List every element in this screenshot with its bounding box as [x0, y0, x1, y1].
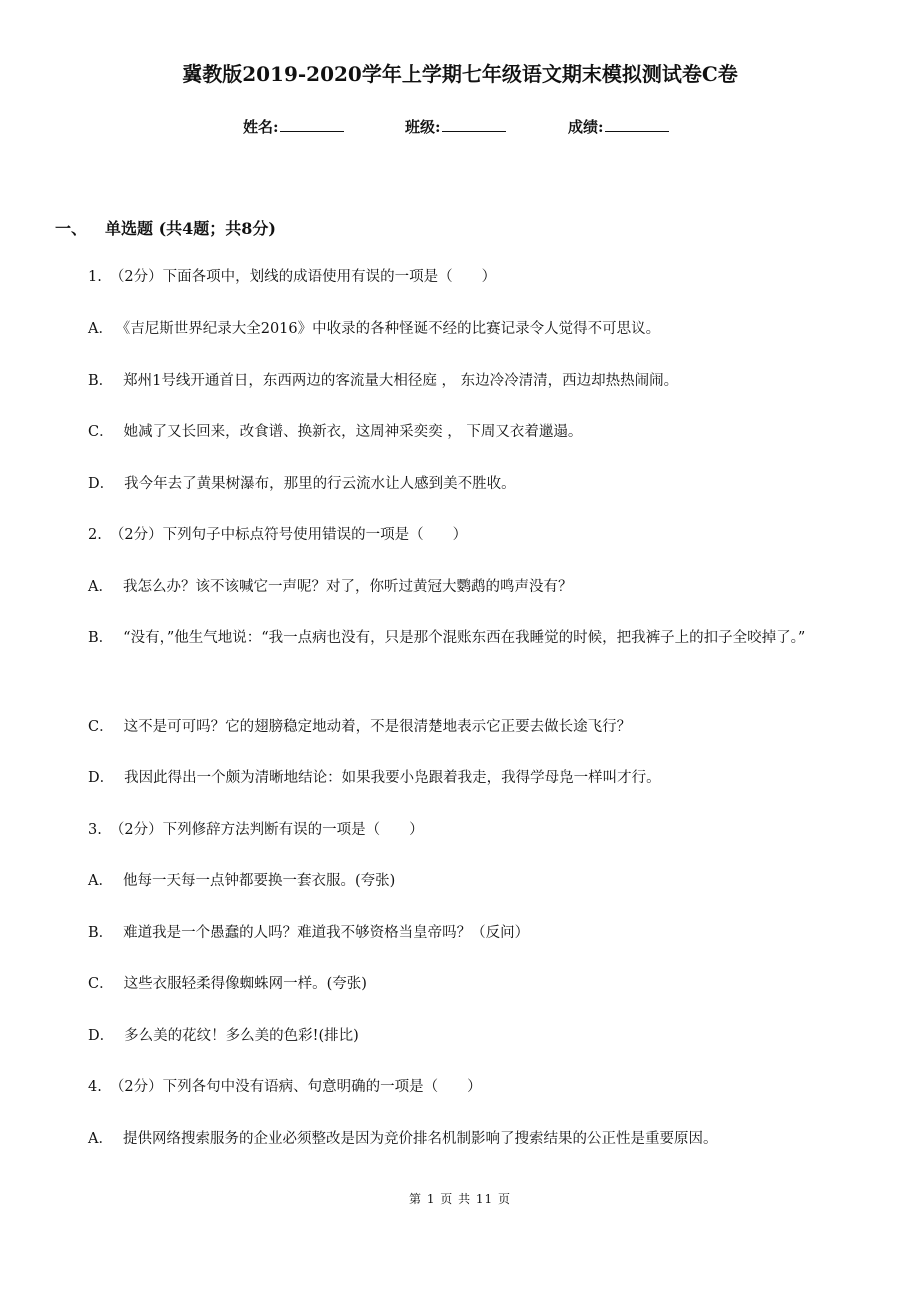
option-letter: C． — [88, 976, 114, 992]
page-footer: 第 1 页 共 11 页 — [409, 1192, 511, 1206]
question-number: 1. — [88, 269, 102, 285]
option-letter: B． — [88, 373, 114, 389]
question-3-option-d[interactable] — [88, 1026, 359, 1046]
question-1-option-c[interactable] — [88, 422, 582, 442]
option-text: 难道我是一个愚蠢的人吗？难道我不够资格当皇帝吗？（反问） — [123, 925, 530, 941]
option-letter: B． — [88, 925, 114, 941]
name-blank[interactable] — [280, 117, 344, 132]
question-number: 4. — [88, 1079, 102, 1095]
option-text: 郑州1号线开通首日，东西两边的客流量大相径庭 ， 东边冷冷清清，西边却热热闹闹。 — [123, 373, 679, 389]
score-blank[interactable] — [605, 117, 669, 132]
name-field[interactable] — [243, 116, 344, 137]
option-letter: D． — [88, 1028, 115, 1044]
option-text: 我怎么办？该不该喊它一声呢？对了，你听过黄冠大鹦鹉的鸣声没有？ — [122, 579, 573, 595]
question-2-option-a[interactable] — [88, 577, 572, 597]
class-blank[interactable] — [442, 117, 506, 132]
option-letter: A． — [88, 1131, 113, 1147]
class-field[interactable] — [405, 116, 506, 137]
name-label: 姓名: — [243, 118, 279, 136]
option-text: 他每一天每一点钟都要换一套衣服。(夸张) — [122, 873, 396, 889]
question-number: 2. — [88, 527, 102, 543]
score-label: 成绩: — [568, 118, 604, 136]
option-letter: B． — [88, 630, 114, 646]
question-3-option-c[interactable] — [88, 974, 367, 994]
question-text: （2分）下列修辞方法判断有误的一项是（ ） — [109, 822, 424, 838]
option-text: 多么美的花纹！多么美的色彩!(排比) — [124, 1028, 359, 1044]
question-3-option-a[interactable] — [88, 871, 395, 891]
student-info-row — [0, 116, 920, 138]
option-text: 《吉尼斯世界纪录大全2016》中收录的各种怪诞不经的比赛记录令人觉得不可思议。 — [122, 321, 661, 337]
question-3-option-b[interactable] — [88, 923, 529, 943]
option-text: 提供网络搜索服务的企业必须整改是因为竞价排名机制影响了搜索结果的公正性是重要原因。 — [122, 1131, 718, 1147]
document-title: 冀教版2019-2020学年上学期七年级语文期末模拟测试卷C卷 — [182, 62, 738, 86]
question-4-stem — [88, 1077, 482, 1097]
option-text: 我今年去了黄果树瀑布，那里的行云流水让人感到美不胜收。 — [124, 476, 516, 492]
question-text: （2分）下列句子中标点符号使用错误的一项是（ ） — [109, 527, 468, 543]
question-3-stem — [88, 820, 424, 840]
question-2-option-c[interactable] — [88, 717, 631, 737]
question-1-option-b[interactable] — [88, 371, 678, 391]
class-label: 班级: — [405, 118, 441, 136]
option-letter: D． — [88, 770, 115, 786]
question-number: 3. — [88, 822, 102, 838]
question-1-option-a[interactable] — [88, 319, 660, 339]
section-title: 单选题 (共4题；共8分) — [105, 219, 276, 238]
question-2-stem — [88, 525, 467, 545]
section-heading — [55, 216, 276, 239]
option-letter: D． — [88, 476, 115, 492]
option-letter: C． — [88, 424, 114, 440]
question-text: （2分）下列各句中没有语病、句意明确的一项是（ ） — [109, 1079, 482, 1095]
option-letter: C． — [88, 719, 114, 735]
option-letter: A． — [88, 579, 113, 595]
option-letter: A． — [88, 321, 113, 337]
option-text: 这不是可可吗？它的翅膀稳定地动着，不是很清楚地表示它正要去做长途飞行？ — [123, 719, 632, 735]
question-1-stem — [88, 267, 496, 287]
question-4-option-a[interactable] — [88, 1129, 717, 1149]
question-1-option-d[interactable] — [88, 474, 516, 494]
option-text: 这些衣服轻柔得像蜘蛛网一样。(夸张) — [123, 976, 367, 992]
option-text: 我因此得出一个颇为清晰地结论：如果我要小凫跟着我走，我得学母凫一样叫才行。 — [124, 770, 661, 786]
option-text: “没有，”他生气地说：“我一点病也没有，只是那个混账东西在我睡觉的时候，把我裤子上的扣子全咬掉了。” — [123, 630, 806, 646]
question-text: （2分）下面各项中，划线的成语使用有误的一项是（ ） — [109, 269, 497, 285]
score-field[interactable] — [568, 116, 669, 137]
option-letter: A． — [88, 873, 113, 889]
question-2-option-b[interactable] — [55, 618, 865, 658]
question-2-option-d[interactable] — [88, 768, 661, 788]
section-number: 一、 — [55, 219, 88, 238]
option-text: 她减了又长回来，改食谱、换新衣，这周神采奕奕 ， 下周又衣着邋遢。 — [123, 424, 583, 440]
